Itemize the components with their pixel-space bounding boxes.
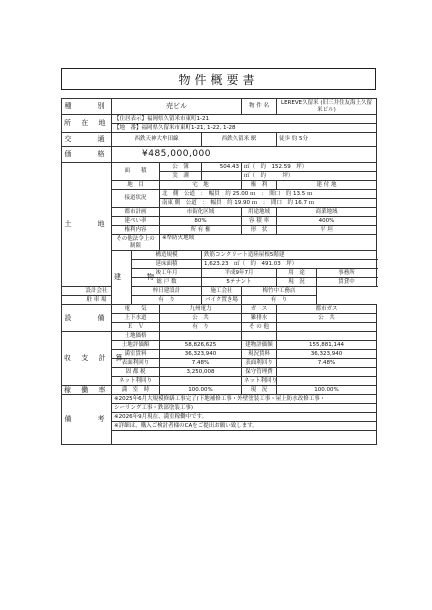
land-road-south: 南東 側 公道 ： 幅員 約 19.90 ｍ ： 間口 約 16.7 ｍ — [160, 199, 377, 208]
land-rights-value: 建 付 地 — [277, 181, 377, 190]
section-notes: 備 考 — [62, 395, 112, 445]
land-use-value: 商業地域 — [277, 208, 377, 217]
land-category-label: 地 目 — [112, 181, 160, 190]
document-title: 物件概要書 — [61, 68, 376, 90]
inc-yield-label: 表面利回り — [112, 359, 160, 368]
inc-yield2-value: 7.48% — [277, 359, 377, 368]
inc-yield2-label: 表面利回り — [242, 359, 277, 368]
land-other-value: ※準防火地域 — [160, 235, 377, 251]
inc-maint-label: 保守管理費 — [242, 368, 277, 377]
property-name-value: LEREVE久留米 (旧三井住友海上久留米ビル) — [277, 99, 377, 115]
building-units-label: 総 戸 数 — [132, 278, 202, 287]
inc-bldg-eval-label: 建物評価額 — [242, 341, 277, 350]
land-road-label: 接道状況 — [112, 190, 160, 208]
note-blank — [112, 431, 377, 445]
land-far-value: 400% — [277, 217, 377, 226]
inc-cur-rent-label: 現況賃料 — [242, 350, 277, 359]
building-builder-value: 梅竹中工務店 — [242, 287, 317, 296]
land-bcr-value: 80% — [160, 217, 242, 226]
land-public-label: 公 簿 — [160, 163, 202, 172]
fac-elec-label: 電 気 — [112, 305, 160, 314]
inc-net-label: ネット利回り — [112, 377, 160, 386]
inc-land-eval-label: 土地評価額 — [112, 341, 160, 350]
section-price: 価 格 — [62, 147, 112, 163]
section-building: 建 物 — [112, 251, 132, 305]
building-bike-value: 有 り — [242, 296, 317, 305]
occ-cur-label: 現 況 — [242, 386, 277, 395]
land-rights-label: 権 利 — [242, 181, 277, 190]
inc-land-eval-value: 58,826,625 — [160, 341, 242, 350]
inc-blank-label — [242, 332, 277, 341]
inc-full-rent-value: 36,323,940 — [160, 350, 242, 359]
residence-row — [112, 115, 377, 124]
land-terrain-value: 所 有 権 — [160, 226, 242, 235]
section-land: 土 地 — [62, 163, 112, 287]
building-status-value: 賃貸中 — [317, 278, 377, 287]
building-designer-value: 梓日建設計 — [132, 287, 202, 296]
inc-net2-value — [277, 377, 377, 386]
price-value: ¥485,000,000 — [112, 147, 377, 163]
inc-land-price-label: 土地価格 — [112, 332, 160, 341]
inc-tax-label: 固 都 税 — [112, 368, 160, 377]
residence-value: 福岡県久留米市東町1-21 — [147, 115, 209, 122]
land-public-unit: ㎡（ 約 152.59 坪） — [242, 163, 377, 172]
land-plan-value: 市街化区域 — [160, 208, 242, 217]
inc-full-rent-label: 満室賃料 — [112, 350, 160, 359]
building-units-value: 5テナント — [202, 278, 277, 287]
building-purpose-value: 事務所 — [317, 269, 377, 278]
fac-gas-label: ガ ス — [242, 305, 277, 314]
fac-water-label: 上下水道 — [112, 314, 160, 323]
land-actual-unit: ㎡（ 約 坪） — [242, 172, 377, 181]
land-public-value: 504.43 — [202, 163, 242, 172]
building-floor-value: 1,623.23 ㎡（ 約 491.03 坪） — [202, 260, 377, 269]
building-parking-value: 有 り — [132, 296, 202, 305]
building-bike-label: バイク置き場 — [202, 296, 242, 305]
section-kind: 種 別 — [62, 99, 112, 115]
inc-net-value — [160, 377, 242, 386]
section-occupancy: 稼 働 率 — [62, 386, 112, 395]
fac-sewer-label: 雑排水 — [242, 314, 277, 323]
building-status-label: 現 況 — [277, 278, 317, 287]
transport-walk: 徒歩 約 5分 — [277, 133, 377, 147]
kind-value: 売ビル — [112, 99, 242, 115]
lot-value: 福岡県久留米市東町1-21, 1-22, 1-28 — [141, 124, 236, 131]
section-income: 収 支 計 算 — [62, 332, 112, 386]
building-built-label: 竣工年月 — [132, 269, 202, 278]
building-floor-label: 延床面積 — [132, 260, 202, 269]
inc-maint-value — [277, 368, 377, 377]
building-built-value: 平成9年7月 — [202, 269, 277, 278]
inc-blank-value — [277, 332, 377, 341]
land-far-label: 容 積 率 — [242, 217, 277, 226]
residence-label: 【住居表示】 — [114, 115, 148, 122]
note-line-2: ※2026年9月現在、満室稼働中です。 — [112, 413, 377, 422]
building-purpose-label: 用 途 — [277, 269, 317, 278]
property-name-label: 物 件 名 — [242, 99, 277, 115]
land-category-value: 宅 地 — [160, 181, 242, 190]
summary-table — [61, 98, 377, 445]
land-other-label: その他法令上の制限 — [112, 235, 160, 251]
inc-yield-value: 7.48% — [160, 359, 242, 368]
land-terrain-label: 権利内容 — [112, 226, 160, 235]
fac-gas-value: 都市ガス — [277, 305, 377, 314]
building-structure-label: 構造規模 — [132, 251, 202, 260]
section-transport: 交 通 — [62, 133, 112, 147]
building-builder-label: 施工会社 — [202, 287, 242, 296]
fac-elec-value: 九州電力 — [160, 305, 242, 314]
land-actual-value — [202, 172, 242, 181]
occ-cur-value: 100.00% — [277, 386, 377, 395]
section-facilities: 設 備 — [62, 305, 112, 332]
fac-sewer-value: 公 共 — [277, 314, 377, 323]
inc-land-price-value — [160, 332, 242, 341]
inc-cur-rent-value: 36,323,940 — [277, 350, 377, 359]
lot-row — [112, 124, 377, 133]
inc-net2-label: ネット利回り — [242, 377, 277, 386]
land-road-north: 北 側 公道 ： 幅員 約 25.00 ｍ ： 間口 約 13.5 ｍ — [160, 190, 377, 199]
fac-water-value: 公 共 — [160, 314, 242, 323]
building-structure-value: 鉄筋コンクリート造陸屋根5階建 — [202, 251, 377, 260]
fac-etc-value — [277, 323, 377, 332]
lot-label: 【地 番】 — [114, 124, 142, 131]
land-shape-value: 平 坦 — [277, 226, 377, 235]
land-actual-label: 実 測 — [160, 172, 202, 181]
building-designer-label: 設計会社 — [62, 287, 132, 296]
land-shape-label: 形 状 — [242, 226, 277, 235]
inc-bldg-eval-value: 155,881,144 — [277, 341, 377, 350]
transport-station: 西鉄久留米 駅 — [202, 133, 277, 147]
building-parking-label: 駐 車 場 — [62, 296, 132, 305]
section-location: 所 在 地 — [62, 115, 112, 133]
note-line-3: ※詳細は、購入ご検討者様のCAをご提出お願い致します。 — [112, 422, 377, 431]
fac-ev-value: 有 り — [160, 323, 242, 332]
transport-line: 西鉄天神大牟田線 — [112, 133, 202, 147]
land-use-label: 用途地域 — [242, 208, 277, 217]
note-line-1b: シーリング工事・鉄部塗装工事) — [112, 404, 377, 413]
fac-etc-label: そ の 他 — [242, 323, 277, 332]
land-bcr-label: 建ぺい率 — [112, 217, 160, 226]
fac-ev-label: Ｅ Ｖ — [112, 323, 160, 332]
land-plan-label: 都市計画 — [112, 208, 160, 217]
occ-full-value: 100.00% — [160, 386, 242, 395]
note-line-1: ※2025年6月大規模修繕工事完了(下地補修工事・外壁塗装工事・屋上防水改修工事・ — [112, 395, 377, 404]
inc-tax-value: 3,250,008 — [160, 368, 242, 377]
occ-full-label: 満 室 時 — [112, 386, 160, 395]
land-area-label: 面 積 — [112, 163, 160, 181]
